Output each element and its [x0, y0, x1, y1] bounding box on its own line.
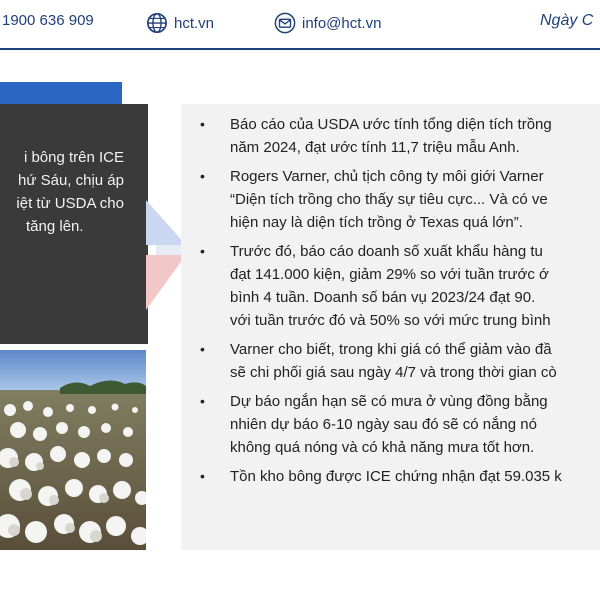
decorative-chevrons	[146, 200, 186, 310]
website-link[interactable]	[146, 12, 214, 34]
top-contact-bar	[0, 0, 600, 48]
bullet-icon: •	[200, 243, 205, 259]
bullet-line: Rogers Varner, chủ tịch công ty môi giới Varner	[230, 168, 544, 185]
summary-line: iệt từ USDA cho	[16, 195, 124, 212]
list-item	[200, 113, 600, 159]
bullet-line: Varner cho biết, trong khi giá có thể giảm vào đầ	[230, 341, 552, 358]
list-item	[200, 465, 600, 488]
bullet-line: hiện nay là diện tích trồng ở Texas quá lớn”.	[230, 214, 523, 231]
bullet-line: “Diện tích trồng cho thấy sự tiêu cực... Và có ve	[230, 191, 548, 208]
bullet-line: sẽ chi phối giá sau ngày 4/7 và trong thời gian cò	[230, 364, 557, 381]
phone-contact[interactable]	[2, 12, 94, 29]
bullet-line: nhiên dự báo 6-10 ngày sau đó sẽ có nắng nó	[230, 416, 537, 433]
website-text: hct.vn	[174, 14, 215, 32]
bullet-line: bình 4 tuần. Doanh số bán vụ 2023/24 đạt 90.	[230, 289, 536, 306]
bullet-list	[200, 113, 600, 494]
list-item	[200, 390, 600, 459]
bullet-line: Trước đó, báo cáo doanh số xuất khẩu hàng tu	[230, 243, 543, 260]
date-label: Ngày C	[540, 12, 594, 29]
email-text: info@hct.vn	[302, 14, 382, 32]
summary-line: i bông trên ICE	[23, 149, 124, 166]
bullet-line: năm 2024, đạt ước tính 11,7 triệu mẫu Anh.	[230, 139, 520, 156]
bullet-line: Dự báo ngắn hạn sẽ có mưa ở vùng đồng bằng	[230, 393, 548, 410]
summary-text	[0, 146, 124, 238]
phone-number: 1900 636 909	[2, 12, 94, 29]
summary-line: hứ Sáu, chịu áp	[18, 172, 124, 189]
header-divider	[0, 48, 600, 50]
email-link[interactable]	[274, 12, 381, 34]
list-item	[200, 240, 600, 332]
cotton-field-photo	[0, 350, 146, 550]
mail-icon	[274, 12, 296, 34]
summary-line: tăng lên.	[26, 218, 84, 235]
globe-icon	[146, 12, 168, 34]
bullet-line: đạt 141.000 kiện, giảm 29% so với tuần trước ớ	[230, 266, 549, 283]
bullet-line: với tuần trước đó và 50% so với mức trung bình	[230, 312, 551, 329]
bullet-icon: •	[200, 116, 205, 132]
bullet-icon: •	[200, 468, 205, 484]
bullet-icon: •	[200, 393, 205, 409]
bullet-icon: •	[200, 341, 205, 357]
bullet-line: không quá nóng và có khả năng mưa tốt hơn.	[230, 439, 535, 456]
list-item	[200, 165, 600, 234]
bullet-icon: •	[200, 168, 205, 184]
list-item	[200, 338, 600, 384]
bullet-line: Tồn kho bông được ICE chứng nhận đạt 59.035 k	[230, 468, 562, 485]
bullet-line: Báo cáo của USDA ước tính tổng diện tích trồng	[230, 116, 552, 133]
